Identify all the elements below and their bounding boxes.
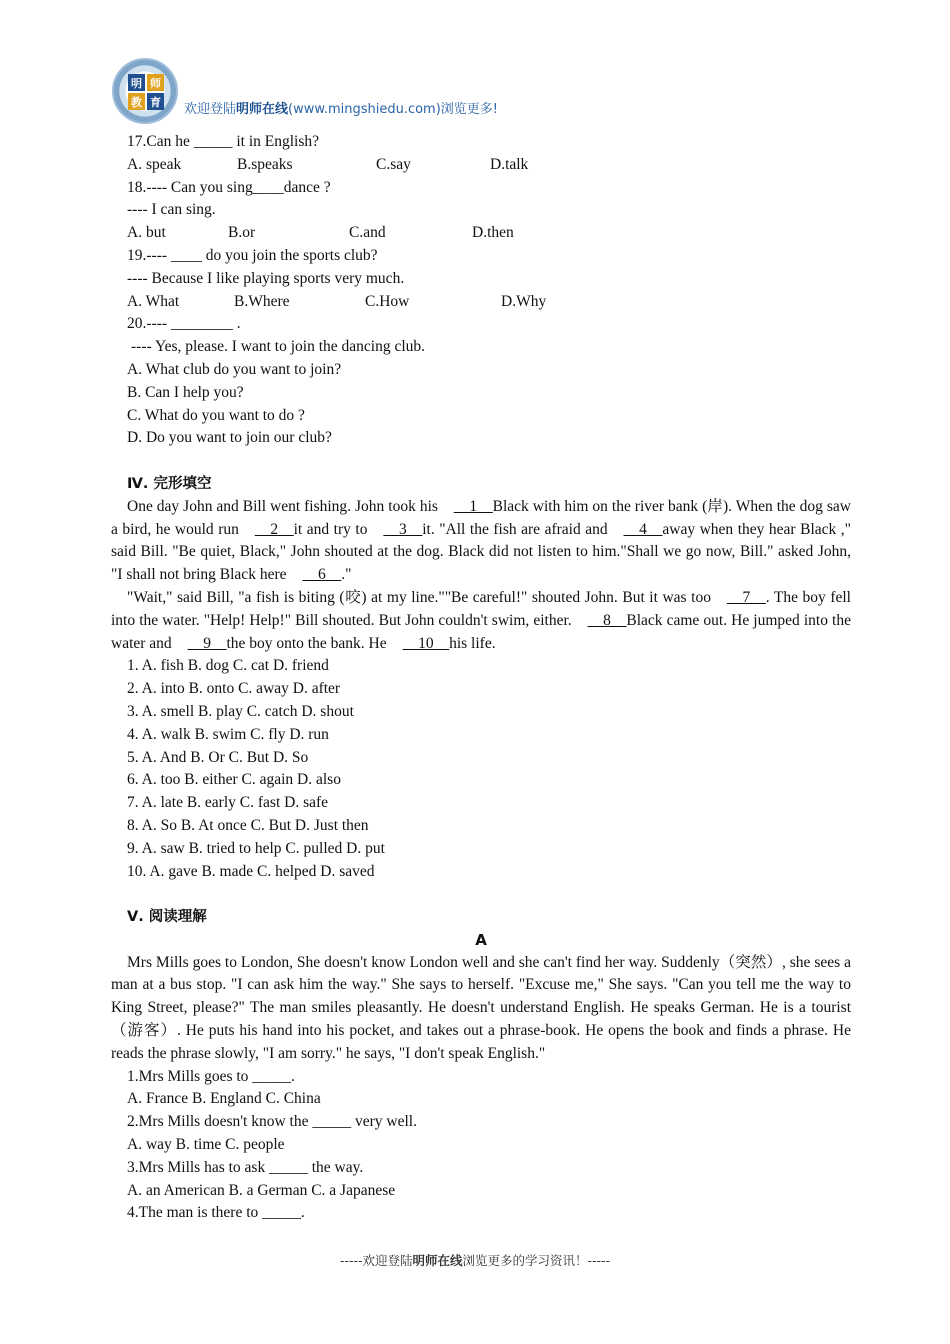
- reading-option: A. France B. England C. China: [127, 1090, 321, 1108]
- logo-char: 师: [147, 74, 164, 91]
- section-5-title: Ⅴ. 阅读理解: [127, 909, 207, 926]
- option: C.and: [349, 224, 386, 242]
- cloze-text: away when they hear Black ," said Bill. "Be quiet, Black," John shouted at the dog. Black did not listen to him."Shall we go now, Bill." asked John, "I shall not bring Black here: [111, 520, 851, 584]
- cloze-blank: __10__: [402, 634, 450, 652]
- worksheet-content: [111, 131, 851, 1225]
- logo-char: 育: [147, 93, 164, 110]
- cloze-text: the boy onto the bank. He: [226, 634, 387, 652]
- banner-brand: 明师在线: [236, 102, 289, 117]
- passage-label: A: [475, 930, 487, 949]
- cloze-paragraph-1: [111, 496, 851, 587]
- option: B.Where: [234, 292, 290, 310]
- footer-prefix: -----欢迎登陆: [339, 1253, 413, 1268]
- question-19: 19.---- ____ do you join the sports club?: [127, 246, 378, 264]
- cloze-text: Black came out. He jumped into the water and: [111, 611, 851, 652]
- option: B.speaks: [237, 155, 293, 173]
- reading-option: A. an American B. a German C. a Japanese: [127, 1181, 396, 1199]
- cloze-option: 9. A. saw B. tried to help C. pulled D. put: [127, 839, 385, 857]
- logo-char: 教: [128, 93, 145, 110]
- cloze-option: 10. A. gave B. made C. helped D. saved: [127, 862, 375, 880]
- option: C.say: [376, 155, 411, 173]
- cloze-blank: __4__: [623, 520, 663, 538]
- cloze-blank: __1__: [453, 497, 493, 515]
- cloze-option: 5. A. And B. Or C. But D. So: [127, 748, 309, 766]
- cloze-blank: __7__: [726, 588, 766, 606]
- question-17-options: [111, 154, 851, 177]
- question-19-reply: ---- Because I like playing sports very much.: [127, 269, 405, 287]
- cloze-option: 4. A. walk B. swim C. fly D. run: [127, 725, 329, 743]
- footer-brand: 明师在线: [412, 1253, 463, 1268]
- question-19-options: [111, 291, 851, 314]
- cloze-paragraph-2: [111, 587, 851, 655]
- question-18: 18.---- Can you sing____dance ?: [127, 178, 331, 196]
- option: D. Do you want to join our club?: [127, 429, 332, 447]
- cloze-option: 8. A. So B. At once C. But D. Just then: [127, 816, 369, 834]
- page-footer: [0, 1251, 950, 1269]
- cloze-option: 1. A. fish B. dog C. cat D. friend: [127, 657, 329, 675]
- cloze-blank: __2__: [254, 520, 294, 538]
- option: D.talk: [490, 155, 529, 173]
- cloze-text: it. "All the fish are afraid and: [422, 520, 608, 538]
- mingshi-logo: [112, 58, 178, 124]
- option: B. Can I help you?: [127, 383, 244, 401]
- cloze-blank: __9__: [187, 634, 227, 652]
- reading-question: 1.Mrs Mills goes to _____.: [127, 1067, 295, 1085]
- option: C. What do you want to do ?: [127, 406, 305, 424]
- cloze-blank: __6__: [302, 566, 342, 584]
- question-20-reply: ---- Yes, please. I want to join the dancing club.: [131, 338, 426, 356]
- option: A. What: [127, 292, 180, 310]
- header-banner: [184, 98, 498, 117]
- option: B.or: [228, 224, 256, 242]
- option: A. What club do you want to join?: [127, 360, 342, 378]
- reading-option: A. way B. time C. people: [127, 1136, 285, 1154]
- page-header: [112, 58, 572, 124]
- cloze-text: "Wait," said Bill, "a fish is biting (咬) at my line.""Be careful!" shouted John. But it was too: [127, 588, 711, 606]
- option: C.How: [365, 292, 410, 310]
- banner-url: (www.mingshiedu.com)浏览更多!: [288, 102, 498, 117]
- option: A. but: [127, 224, 166, 242]
- reading-question: 3.Mrs Mills has to ask _____ the way.: [127, 1158, 364, 1176]
- cloze-text: . The boy fell into the water. "Help! Help!" Bill shouted. But John couldn't swim, either.: [111, 588, 851, 629]
- cloze-option: 3. A. smell B. play C. catch D. shout: [127, 702, 354, 720]
- question-18-options: [111, 222, 851, 245]
- option: D.then: [472, 224, 514, 242]
- reading-passage: Mrs Mills goes to London, She doesn't know London well and she can't find her way. Suddenly（突然）, she sees a man at a bus stop. "I can ask him the way." She says to herself. "Excuse me," She says. "Can you tell me the way to King Street, please?" The man smiles pleasantly. He doesn't understand English. He speaks German. He is a tourist（游客）. He puts his hand into his pocket, and takes out a phrase-book. He opens the book and finds a phrase. He reads the phrase slowly, "I am sorry." he says, "I don't speak English.": [111, 953, 851, 1062]
- question-18-reply: ---- I can sing.: [127, 201, 216, 219]
- cloze-option: 2. A. into B. onto C. away D. after: [127, 680, 341, 698]
- logo-char: 明: [128, 74, 145, 91]
- cloze-blank: __8__: [587, 611, 627, 629]
- cloze-option: 7. A. late B. early C. fast D. safe: [127, 794, 329, 812]
- option: A. speak: [127, 155, 182, 173]
- cloze-option: 6. A. too B. either C. again D. also: [127, 771, 341, 789]
- section-4-title: Ⅳ. 完形填空: [127, 475, 212, 492]
- reading-question: 4.The man is there to _____.: [127, 1204, 305, 1222]
- footer-suffix: 浏览更多的学习资讯！-----: [462, 1253, 611, 1268]
- cloze-text: .": [341, 566, 352, 584]
- option: D.Why: [501, 292, 547, 310]
- question-17: 17.Can he _____ it in English?: [127, 133, 320, 150]
- cloze-text: it and try to: [293, 520, 368, 538]
- question-20: 20.---- ________ .: [127, 315, 241, 333]
- reading-question: 2.Mrs Mills doesn't know the _____ very well.: [127, 1113, 417, 1131]
- cloze-text: his life.: [449, 634, 496, 652]
- cloze-text: One day John and Bill went fishing. John took his: [127, 497, 438, 515]
- cloze-blank: __3__: [383, 520, 423, 538]
- cloze-text: Black with him on the river bank (岸). When the dog saw a bird, he would run: [111, 497, 851, 538]
- banner-prefix: 欢迎登陆: [184, 102, 237, 117]
